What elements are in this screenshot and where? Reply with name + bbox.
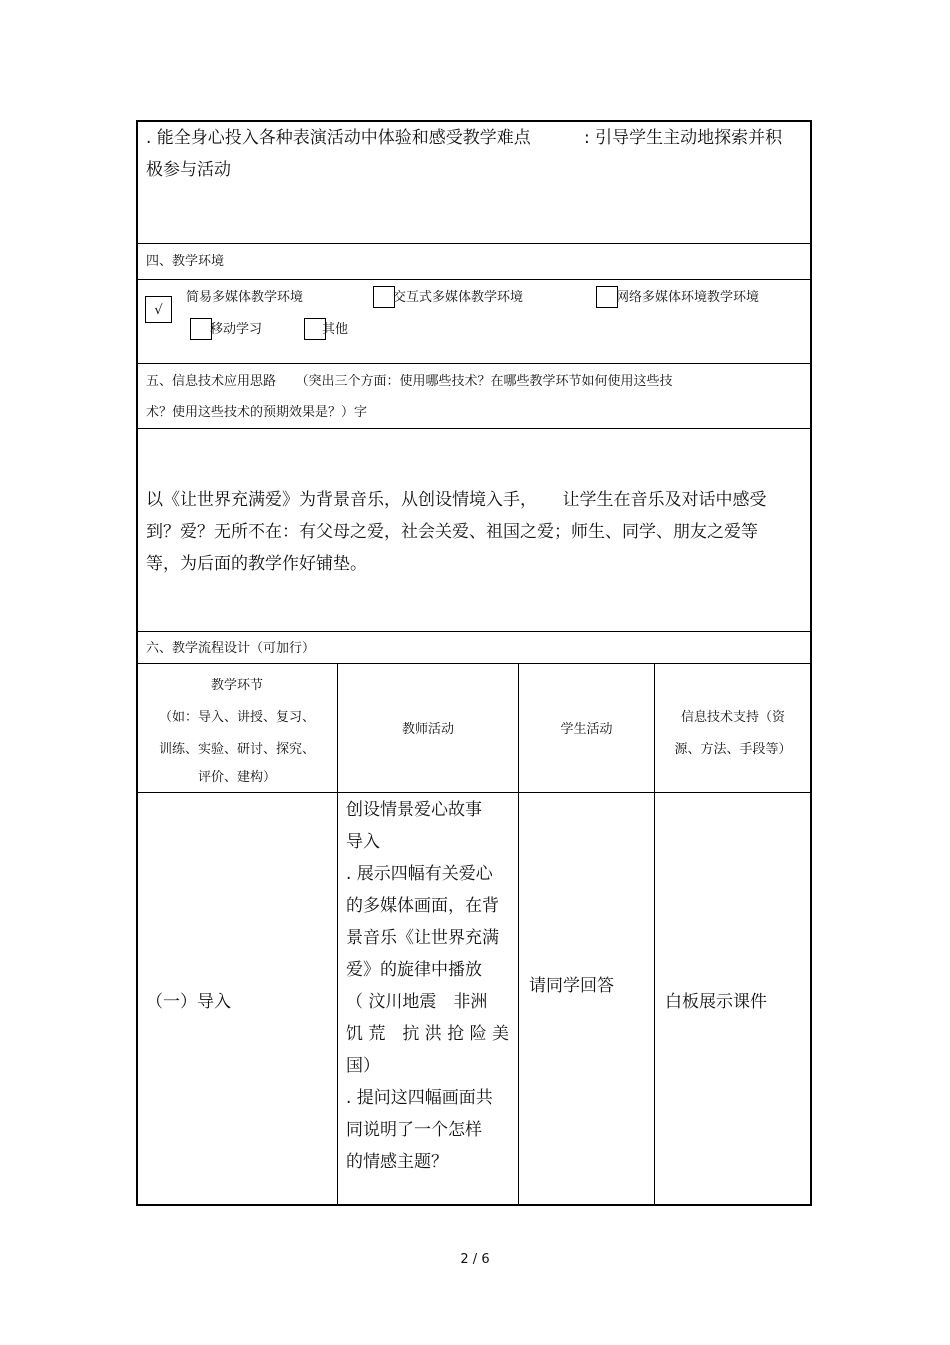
teacher-activity-line: 同说明了一个怎样 [346, 1120, 482, 1140]
option-simple-multimedia: 简易多媒体教学环境 [186, 290, 304, 305]
student-activity-cell: 请同学回答 [529, 976, 614, 996]
idea-text: 以《让世界充满爱》为背景音乐，从创设情境入手， 让学生在音乐及对话中感受 [146, 490, 767, 510]
option-other: 其他 [322, 322, 349, 337]
header-stage-note: 评价、建构） [197, 770, 276, 785]
header-student-activity: 学生活动 [560, 722, 613, 737]
section-heading: 五、信息技术应用思路 （突出三个方面：使用哪些技术？在哪些教学环节如何使用这些技 [146, 374, 673, 389]
header-stage-note: 训练、实验、研讨、探究、 [158, 742, 315, 757]
section-heading: 四、教学环境 [146, 254, 225, 269]
row-divider [136, 243, 812, 244]
teacher-activity-line: . 提问这四幅画面共 [346, 1088, 493, 1108]
teacher-activity-line: 的情感主题？ [346, 1152, 448, 1172]
row-divider [136, 428, 812, 429]
teacher-activity-line: （ 汶川地震 非洲 [346, 992, 488, 1012]
teacher-activity-line: 的多媒体画面，在背 [346, 896, 499, 916]
row-divider [136, 363, 812, 364]
teacher-activity-line: . 展示四幅有关爱心 [346, 864, 493, 884]
objective-text: . 能全身心投入各种表演活动中体验和感受教学难点 [146, 128, 531, 148]
teacher-activity-line: 饥 荒 抗 洪 抢 险 美 [346, 1024, 510, 1044]
header-teacher-activity: 教师活动 [401, 722, 454, 737]
option-interactive-multimedia: 交互式多媒体教学环境 [393, 290, 524, 305]
checkbox-interactive-multimedia[interactable] [373, 286, 395, 308]
teacher-activity-line: 导入 [346, 832, 380, 852]
option-network-multimedia: 网络多媒体环境教学环境 [616, 290, 760, 305]
teacher-activity-line: 国） [346, 1056, 380, 1076]
header-tech-support: 信息技术支持（资 [680, 710, 785, 725]
tech-support-cell: 白板展示课件 [665, 992, 767, 1012]
section-heading: 六、教学流程设计（可加行） [146, 641, 316, 656]
checkbox-simple-multimedia[interactable]: √ [145, 296, 172, 323]
row-divider [136, 279, 812, 280]
idea-text: 等，为后面的教学作好铺垫。 [146, 554, 367, 574]
objective-text-cont: 极参与活动 [146, 160, 231, 180]
teacher-activity-line: 爱》的旋律中播放 [346, 960, 482, 980]
column-divider [518, 663, 519, 1206]
difficulty-text: : 引导学生主动地探索并积 [584, 128, 783, 148]
teacher-activity-line: 景音乐《让世界充满 [346, 928, 499, 948]
stage-cell: （一）导入 [146, 992, 231, 1012]
checkbox-mobile-learning[interactable] [190, 318, 212, 340]
header-stage: 教学环节 [210, 678, 263, 693]
row-divider [136, 663, 812, 664]
header-tech-support: 源、方法、手段等） [674, 742, 792, 757]
column-divider [337, 663, 338, 1206]
page-number: 2 / 6 [460, 1252, 490, 1267]
teacher-activity-line: 创设情景爱心故事 [346, 800, 482, 820]
section-heading-cont: 术？使用这些技术的预期效果是？）字 [146, 405, 368, 420]
option-mobile-learning: 移动学习 [210, 322, 263, 337]
idea-text: 到？爱？无所不在：有父母之爱，社会关爱、祖国之爱；师生、同学、朋友之爱等 [146, 522, 758, 542]
checkbox-network-multimedia[interactable] [596, 286, 618, 308]
row-divider [136, 631, 812, 632]
header-stage-note: （如：导入、讲授、复习、 [158, 710, 315, 725]
